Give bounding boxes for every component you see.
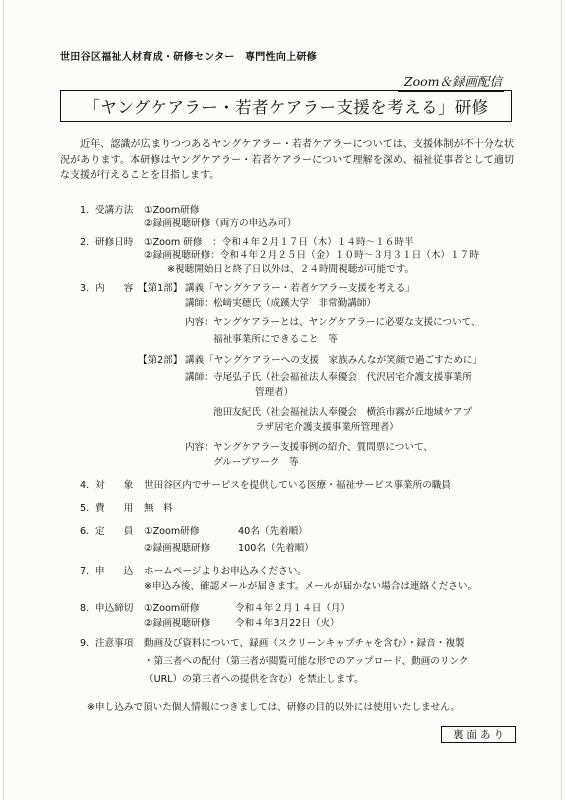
method-zoom: ①Zoom研修 — [144, 205, 200, 216]
privacy-note: ※申し込みで頂いた個人情報につきましては、研修の目的以外には使用いたしません。 — [87, 702, 460, 713]
item-9-number: 9. — [80, 638, 90, 649]
date-note: ※視聴開始日と終了日以外は、２４時間視聴が可能です。 — [167, 264, 415, 275]
part2-lecturer1-line1: 寺尾弘子氏（社会福祉法人奉優会 代沢居宅介護支援事業所 — [213, 372, 473, 383]
part2-detail-line2: グループワーク 等 — [213, 457, 299, 468]
item-5-label: 費 用 — [95, 503, 134, 514]
title-box — [60, 90, 512, 122]
fee-text: 無 料 — [144, 503, 173, 514]
date-zoom: ①Zoom 研修 ：令和４年２月１７日（木）１４時～１６時半 — [144, 237, 414, 248]
part2-detail-label: 内容： — [185, 442, 214, 453]
method-recording: ②録画視聴研修（両方の申込み可） — [144, 218, 297, 229]
part2-lecturer1-line2: 管理者） — [255, 387, 294, 398]
part1-lecture: 講義「ヤングケアラー・若者ケアラー支援を考える」 — [185, 283, 415, 294]
organizer-header: 世田谷区福祉人材育成・研修センター 専門性向上研修 — [60, 52, 318, 63]
item-4-label: 対 象 — [95, 480, 134, 491]
item-9-label: 注意事項 — [95, 638, 134, 649]
item-8-label: 申込締切 — [95, 603, 134, 614]
deadline-zoom-value: 令和４年２月１４日（月） — [235, 603, 351, 614]
delivery-format: Zoom＆録画配信 — [398, 72, 504, 92]
capacity-zoom-name: ①Zoom研修 — [144, 526, 200, 537]
item-6-number: 6. — [80, 526, 90, 537]
deadline-recording-name: ②録画視聴研修 — [144, 618, 211, 629]
item-7-number: 7. — [80, 566, 90, 577]
item-4-number: 4. — [80, 480, 90, 491]
item-1-number: 1. — [80, 205, 90, 216]
intro-paragraph: 近年、認識が広まりつつあるヤングケアラー・若者ケアラーについては、支援体制が不十分な状況があります。本研修はヤングケアラー・若者ケアラーについて理解を深め、福祉従事者として適切な支援が行えることを目指します。 — [60, 139, 514, 181]
back-side-notice: 裏面あり — [441, 726, 516, 743]
part2-lecture: 講義「ヤングケアラーへの支援 家族みんなが笑顔で過ごすために」 — [185, 355, 483, 366]
part1-lecturer-label: 講師： — [185, 298, 214, 309]
item-2-label: 研修日時 — [95, 237, 134, 248]
notes-line1: 動画及び資料について、録画（スクリーンキャプチャを含む）・録音・複製 — [144, 638, 465, 649]
part2-lecturer-label: 講師： — [185, 372, 214, 383]
part2-tag: 【第2部】 — [138, 355, 183, 366]
item-1-label: 受講方法 — [95, 205, 134, 216]
part1-lecturer: 松﨑実穂氏（成蹊大学 非常勤講師） — [213, 298, 377, 309]
part2-detail-line1: ヤングケアラー支援事例の紹介、質問票について、 — [213, 442, 433, 453]
part1-tag: 【第1部】 — [138, 283, 183, 294]
target-text: 世田谷区内でサービスを提供している医療・福祉サービス事業所の職員 — [144, 480, 451, 491]
item-8-number: 8. — [80, 603, 90, 614]
date-recording: ②録画視聴研修：令和４年２月２５日（金）１０時～３月３１日（木）１７時 — [144, 250, 479, 261]
page-title: 「ヤングケアラー・若者ケアラー支援を考える」研修 — [83, 98, 489, 117]
apply-line1: ホームページよりお申込みください。 — [144, 566, 307, 577]
item-5-number: 5. — [80, 503, 90, 514]
item-3-label: 内 容 — [95, 283, 134, 294]
part1-detail-line2: 福祉事業所にできること 等 — [213, 334, 338, 345]
deadline-recording-value: 令和４年3月22日（火） — [235, 618, 340, 629]
capacity-recording-name: ②録画視聴研修 — [144, 543, 211, 554]
item-6-label: 定 員 — [95, 526, 134, 537]
notes-line2: ・第三者への配付（第三者が閲覧可能な形でのアップロード、動画のリンク — [144, 656, 469, 667]
deadline-zoom-name: ①Zoom研修 — [144, 603, 200, 614]
page-edge-right — [561, 0, 562, 800]
part2-lecturer2-line2: ラザ居宅介護支援事業所管理者） — [255, 422, 399, 433]
item-3-number: 3. — [80, 283, 90, 294]
part2-lecturer2-line1: 池田友紀氏（社会福祉法人奉優会 横浜市霧が丘地域ケアプ — [213, 407, 473, 418]
part1-detail-label: 内容： — [185, 317, 214, 328]
notes-line3: （URL）の第三者への提供を含む）を禁止します。 — [144, 674, 364, 685]
capacity-recording-value: 100名（先着順） — [238, 543, 314, 554]
item-7-label: 申 込 — [95, 566, 134, 577]
capacity-zoom-value: 40名（先着順） — [238, 526, 308, 537]
item-2-number: 2. — [80, 237, 90, 248]
part1-detail-line1: ヤングケアラーとは、ヤングケアラーに必要な支援について、 — [213, 317, 481, 328]
apply-line2: ※申込み後、確認メールが届きます。メールが届かない場合は連絡ください。 — [144, 581, 478, 592]
page-edge-left — [3, 0, 4, 800]
